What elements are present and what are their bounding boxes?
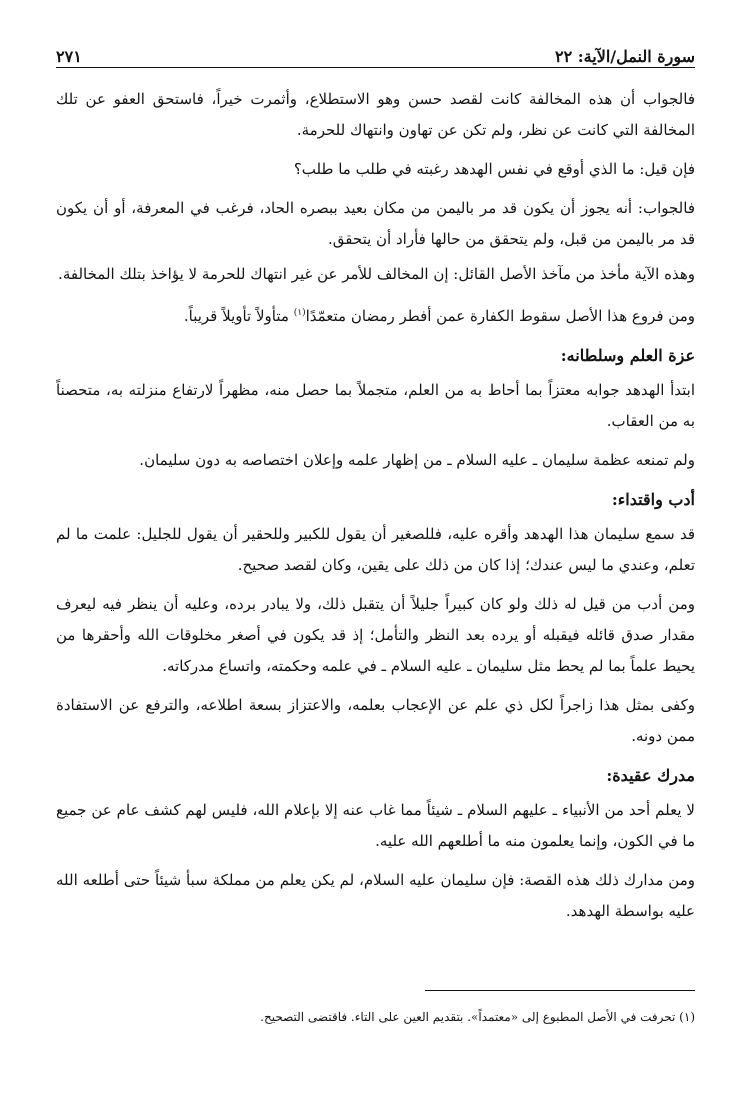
paragraph-text: ومن فروع هذا الأصل سقوط الكفارة عمن أفطر رمضان متعمّدًا — [305, 307, 695, 325]
page-header — [56, 36, 695, 66]
section-heading: عزة العلم وسلطانه: — [560, 346, 695, 365]
paragraph: فإن قيل: ما الذي أوقع في نفس الهدهد رغبته في طلب ما طلب؟ — [293, 160, 695, 178]
paragraph: ولم تمنعه عظمة سليمان ـ عليه السلام ـ من إظهار علمه وإعلان اختصاصه به دون سليمان. — [139, 451, 695, 469]
section-heading: مدرك عقيدة: — [606, 766, 695, 785]
paragraph: ومن مدارك ذلك هذه القصة: فإن سليمان عليه السلام، لم يكن يعلم من مملكة سبأ شيئاً حتى أطلعه الله عليه بواسطة الهدهد. — [56, 871, 695, 920]
footnote-rule — [425, 990, 695, 991]
paragraph: قد سمع سليمان هذا الهدهد وأقره عليه، فللصغير أن يقول للكبير وللحقير أن يقول للجليل: علمت ما لم تعلم، وعندي ما ليس عندك؛ إذا كان من ذلك على يقين، وكان لقصد صحيح. — [56, 525, 695, 574]
paragraph: وكفى بمثل هذا زاجراً لكل ذي علم عن الإعجاب بعلمه، والاعتزاز بسعة اطلاعه، والترفع عن الاستفادة ممن دونه. — [56, 696, 695, 745]
paragraph: فالجواب أن هذه المخالفة كانت لقصد حسن وهو الاستطلاع، وأثمرت خيراً، فاستحق العفو عن تلك المخالفة التي كانت عن نظر، ولم تكن عن تهاون وانتهاك للحرمة. — [56, 90, 695, 139]
paragraph-text: متأولاً تأويلاً قريباً. — [183, 307, 294, 325]
paragraph: فالجواب: أنه يجوز أن يكون قد مر باليمن من مكان بعيد ببصره الحاد، فرغب في المعرفة، أو أن يكون قد مر باليمن من قبل، ولم يتحقق من حالها فأراد أن يتحقق. — [56, 199, 695, 248]
paragraph: لا يعلم أحد من الأنبياء ـ عليهم السلام ـ شيئاً مما غاب عنه إلا بإعلام الله، فليس لهم كشف عام عن جميع ما في الكون، وإنما يعلمون منه ما أطلعهم الله عليه. — [56, 801, 695, 850]
paragraph: وهذه الآية مأخذ من مآخذ الأصل القائل: إن المخالف للأمر عن غير انتهاك للحرمة لا يؤاخذ بتلك المخالفة. — [58, 265, 695, 283]
page-body — [56, 84, 695, 935]
page-number: ٢٧١ — [56, 47, 82, 66]
running-title: سورة النمل/الآية: ٢٢ — [555, 47, 695, 66]
paragraph — [56, 298, 695, 332]
paragraph: ومن أدب من قيل له ذلك ولو كان كبيراً جليلاً أن يتقبل ذلك، ولا يبادر برده، وعليه أن ينظر فيه ليعرف مقدار صدق قائله فيقبله أو يرده بعد النظر والتأمل؛ إذ قد يكون في أصغر مخلوقات الله وأحقرها من يحيط علماً بما لم يحط مثل سليمان ـ عليه السلام ـ في علمه وحكمته، واتساع مدركاته. — [56, 595, 695, 675]
footnote: (١) تحرفت في الأصل المطبوع إلى «معتمداً». بتقديم العين على التاء. فاقتضى التصحيح. — [260, 1010, 695, 1024]
footnote-marker: (١) — [293, 308, 306, 318]
section-heading: أدب واقتداء: — [611, 490, 695, 509]
header-rule — [56, 67, 695, 68]
paragraph: ابتدأ الهدهد جوابه معتزاً بما أحاط به من العلم، متجملاً بما حصل منه، مظهراً لارتفاع منزلته به، متحصناً به من العقاب. — [56, 381, 695, 430]
